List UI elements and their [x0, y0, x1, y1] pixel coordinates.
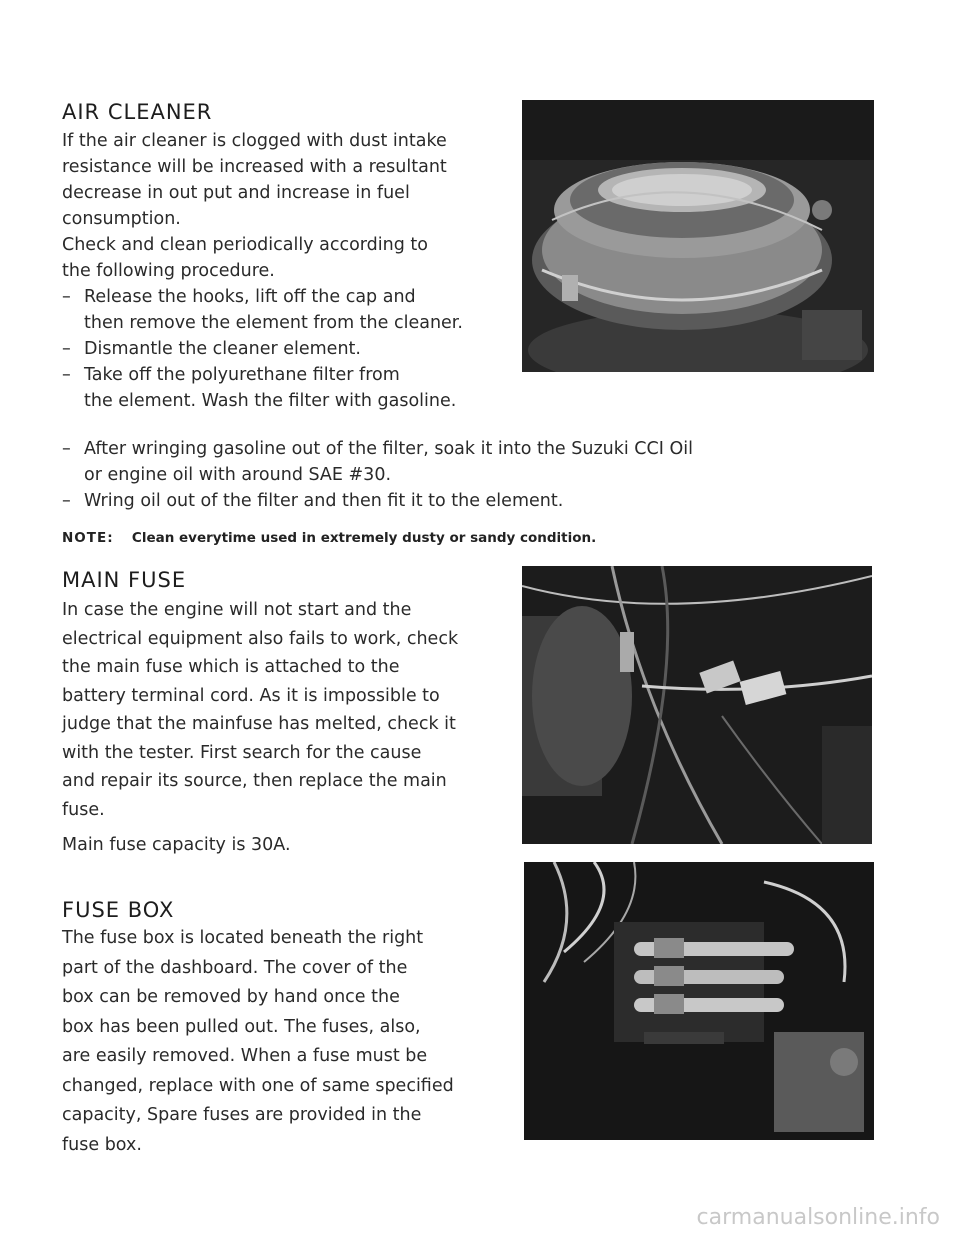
text-line: battery terminal cord. As it is impossible to [62, 685, 440, 706]
main-fuse-image [522, 566, 872, 844]
watermark-text: carmanualsonline.info [696, 1205, 940, 1230]
text-line: box has been pulled out. The fuses, also, [62, 1016, 421, 1037]
fuse-box-image [524, 862, 874, 1140]
step-line: – Release the hooks, lift off the cap and [84, 287, 416, 307]
note-line [62, 530, 596, 546]
step-item [62, 488, 882, 514]
air-cleaner-photo [522, 100, 874, 372]
text-line: changed, replace with one of same specified [62, 1075, 454, 1096]
text-line: decrease in out put and increase in fuel [62, 183, 410, 203]
main-fuse-capacity: Main fuse capacity is 30A. [62, 835, 291, 855]
text-line: the following procedure. [62, 261, 275, 281]
text-line: resistance will be increased with a resultant [62, 157, 447, 177]
step-line: – Dismantle the cleaner element. [84, 339, 361, 359]
text-line: with the tester. First search for the cause [62, 742, 422, 763]
note-text: Clean everytime used in extremely dusty or sandy condition. [131, 530, 597, 546]
text-line: and repair its source, then replace the main [62, 771, 447, 791]
fuse-box-text [62, 924, 514, 1160]
text-line: capacity, Spare fuses are provided in the [62, 1105, 422, 1125]
text-line: Check and clean periodically according to [62, 235, 428, 255]
text-line: box can be removed by hand once the [62, 987, 400, 1007]
text-line: The fuse box is located beneath the right [62, 928, 424, 948]
text-line: fuse box. [62, 1134, 142, 1155]
step-line: – Take off the polyurethane filter from [84, 365, 400, 385]
step-line: then remove the element from the cleaner. [84, 313, 463, 333]
fuse-box-heading: FUSE BOX [62, 898, 175, 922]
step-line: – Wring oil out of the filter and then fit it to the element. [84, 491, 564, 511]
step-line: or engine oil with around SAE #30. [84, 465, 392, 485]
text-line: part of the dashboard. The cover of the [62, 957, 408, 978]
text-line: If the air cleaner is clogged with dust intake [62, 131, 447, 151]
main-fuse-heading: MAIN FUSE [62, 568, 187, 592]
air-cleaner-image [522, 100, 874, 372]
main-fuse-photo [522, 566, 872, 844]
text-line: are easily removed. When a fuse must be [62, 1046, 428, 1066]
text-line: judge that the mainfuse has melted, check it [62, 714, 456, 734]
text-line: the main fuse which is attached to the [62, 657, 400, 677]
text-line: consumption. [62, 209, 181, 229]
step-item [62, 362, 518, 414]
text-line: In case the engine will not start and the [62, 600, 412, 620]
step-line: – After wringing gasoline out of the filter, soak it into the Suzuki CCI Oil [84, 439, 693, 459]
text-line: electrical equipment also fails to work, check [62, 628, 459, 649]
step-line: the element. Wash the filter with gasoline. [84, 391, 457, 411]
note-label: NOTE: [62, 530, 114, 546]
fuse-box-photo [524, 862, 874, 1140]
air-cleaner-intro [62, 128, 518, 414]
air-cleaner-steps-wide [62, 436, 882, 514]
text-line: fuse. [62, 799, 105, 820]
main-fuse-text [62, 596, 514, 824]
step-item [62, 436, 882, 488]
air-cleaner-heading: AIR CLEANER [62, 100, 213, 124]
step-item [62, 336, 518, 362]
step-item [62, 284, 518, 336]
